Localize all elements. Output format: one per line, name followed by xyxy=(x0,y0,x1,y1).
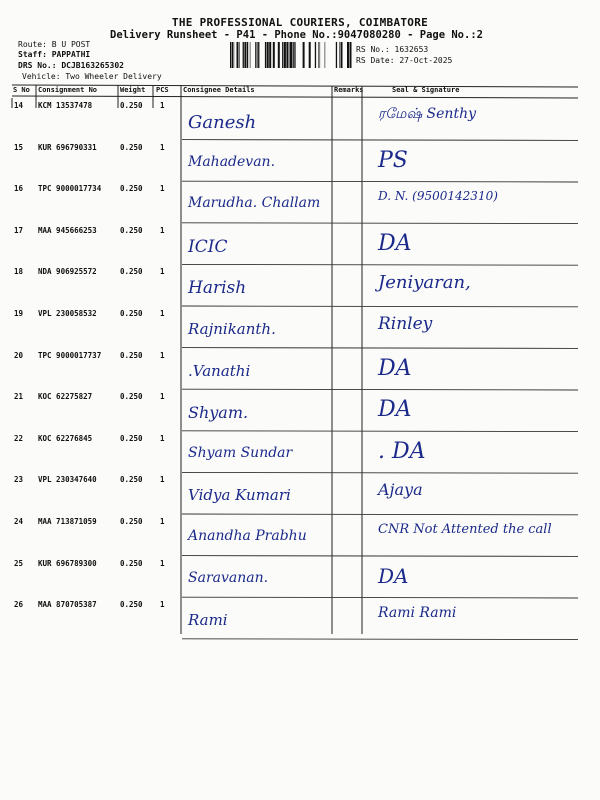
row-sno: 14 xyxy=(14,101,24,110)
row-weight: 0.250 xyxy=(120,101,143,110)
row-divider xyxy=(182,639,578,640)
row-signature: . DA xyxy=(378,438,426,464)
row-consignee-name: Anandha Prabhu xyxy=(188,528,307,544)
rs-number: RS No.: 1632653 xyxy=(356,45,429,54)
company-title: THE PROFESSIONAL COURIERS, COIMBATORE xyxy=(171,16,429,29)
route-label: Route: B U POST xyxy=(18,40,91,49)
row-pcs: 1 xyxy=(160,267,165,277)
row-consignee-name: Harish xyxy=(188,278,247,299)
col-pcs: PCS xyxy=(156,86,169,94)
row-divider xyxy=(182,348,578,349)
row-consignment: KCM 13537478 xyxy=(38,101,93,110)
row-signature: ரமேஷ் Senthy xyxy=(378,106,476,122)
row-divider xyxy=(182,306,578,307)
rs-date: RS Date: 27-Oct-2025 xyxy=(356,56,453,65)
row-divider xyxy=(182,223,578,224)
row-sno: 15 xyxy=(14,142,24,152)
row-consignment: TPC 9000017737 xyxy=(38,350,102,360)
row-divider xyxy=(182,140,578,141)
row-sno: 23 xyxy=(14,475,24,485)
row-consignment: MAA 945666253 xyxy=(38,225,97,235)
col-remarks: Remarks xyxy=(334,86,364,94)
row-signature: DA xyxy=(378,397,412,423)
row-signature: CNR Not Attented the call xyxy=(378,522,552,537)
row-weight: 0.250 xyxy=(120,225,143,235)
row-consignee-name: Rajnikanth. xyxy=(188,320,276,338)
row-signature: DA xyxy=(378,355,412,381)
row-consignment: KOC 62275827 xyxy=(38,392,93,402)
row-sno: 21 xyxy=(14,392,24,402)
row-sno: 20 xyxy=(14,350,24,360)
row-divider xyxy=(182,514,578,515)
row-pcs: 1 xyxy=(160,184,165,194)
row-pcs: 1 xyxy=(160,392,165,402)
row-pcs: 1 xyxy=(160,225,165,235)
row-weight: 0.250 xyxy=(120,392,143,402)
row-consignment: KOC 62276845 xyxy=(38,433,93,443)
row-pcs: 1 xyxy=(160,517,165,526)
row-divider xyxy=(182,264,578,265)
row-divider xyxy=(182,472,578,473)
col-consignment: Consignment No xyxy=(38,86,98,94)
row-consignment: NDA 906925572 xyxy=(38,267,97,277)
row-weight: 0.250 xyxy=(120,267,143,277)
row-sno: 16 xyxy=(14,184,24,194)
row-sno: 18 xyxy=(14,267,24,277)
row-consignee-name: Shyam Sundar xyxy=(188,444,293,461)
row-pcs: 1 xyxy=(160,475,165,485)
row-signature: DA xyxy=(378,230,412,256)
row-consignee-name: Shyam. xyxy=(188,403,249,423)
runsheet-subtitle: Delivery Runsheet - P41 - Phone No.:9047080280 - Page No.:2 xyxy=(110,29,483,41)
row-pcs: 1 xyxy=(160,101,165,110)
col-sno: S No xyxy=(13,86,30,94)
row-consignee-name: Mahadevan. xyxy=(188,153,276,170)
row-divider xyxy=(182,597,578,598)
row-divider xyxy=(182,181,578,182)
row-consignment: KUR 696790331 xyxy=(38,142,97,152)
row-signature: Rami Rami xyxy=(378,605,457,622)
row-consignee-name: ICIC xyxy=(188,236,228,257)
row-pcs: 1 xyxy=(160,142,165,152)
row-weight: 0.250 xyxy=(120,142,143,152)
row-sno: 19 xyxy=(14,309,24,318)
row-consignment: KUR 696789300 xyxy=(38,558,97,568)
staff-label: Staff: PAPPATHI xyxy=(18,50,91,59)
row-sno: 26 xyxy=(14,600,24,610)
row-weight: 0.250 xyxy=(120,600,143,610)
row-weight: 0.250 xyxy=(120,309,143,318)
row-weight: 0.250 xyxy=(120,350,143,360)
row-consignment: VPL 230347640 xyxy=(38,475,97,485)
row-pcs: 1 xyxy=(160,433,165,443)
row-consignee-name: Ganesh xyxy=(188,112,257,133)
row-consignee-name: Vidya Kumari xyxy=(188,486,291,505)
row-signature: DA xyxy=(378,563,409,588)
row-consignment: TPC 9000017734 xyxy=(38,184,102,194)
row-pcs: 1 xyxy=(160,309,165,318)
row-sno: 17 xyxy=(14,225,24,235)
row-consignment: MAA 713871059 xyxy=(38,517,97,526)
row-sno: 25 xyxy=(14,558,24,568)
row-consignment: VPL 230058532 xyxy=(38,309,97,318)
row-sno: 22 xyxy=(14,433,24,443)
row-divider xyxy=(182,389,578,390)
row-consignee-name: Saravanan. xyxy=(188,569,269,586)
vehicle-label: Vehicle: Two Wheeler Delivery xyxy=(22,72,162,81)
row-signature: Rinley xyxy=(378,314,433,334)
row-pcs: 1 xyxy=(160,350,165,360)
row-signature: Ajaya xyxy=(378,480,423,500)
row-weight: 0.250 xyxy=(120,184,143,194)
row-consignee-name: Rami xyxy=(188,611,228,630)
col-consignee: Consignee Details xyxy=(183,86,255,94)
row-signature: Jeniyaran, xyxy=(378,272,471,294)
row-signature: PS xyxy=(378,147,408,173)
row-pcs: 1 xyxy=(160,600,165,610)
row-weight: 0.250 xyxy=(120,433,143,443)
row-weight: 0.250 xyxy=(120,558,143,568)
row-divider xyxy=(182,556,578,557)
row-signature: D. N. (9500142310) xyxy=(378,189,498,204)
row-consignee-name: Marudha. Challam xyxy=(188,195,321,212)
row-weight: 0.250 xyxy=(120,475,143,485)
row-sno: 24 xyxy=(14,517,24,526)
row-divider xyxy=(182,431,578,432)
drs-label: DRS No.: DCJB163265302 xyxy=(18,61,124,70)
col-seal: Seal & Signature xyxy=(392,86,460,94)
row-weight: 0.250 xyxy=(120,517,143,526)
row-consignee-name: .Vanathi xyxy=(188,361,251,380)
col-weight: Weight xyxy=(120,86,146,94)
row-pcs: 1 xyxy=(160,558,165,568)
row-consignment: MAA 870705387 xyxy=(38,600,97,610)
